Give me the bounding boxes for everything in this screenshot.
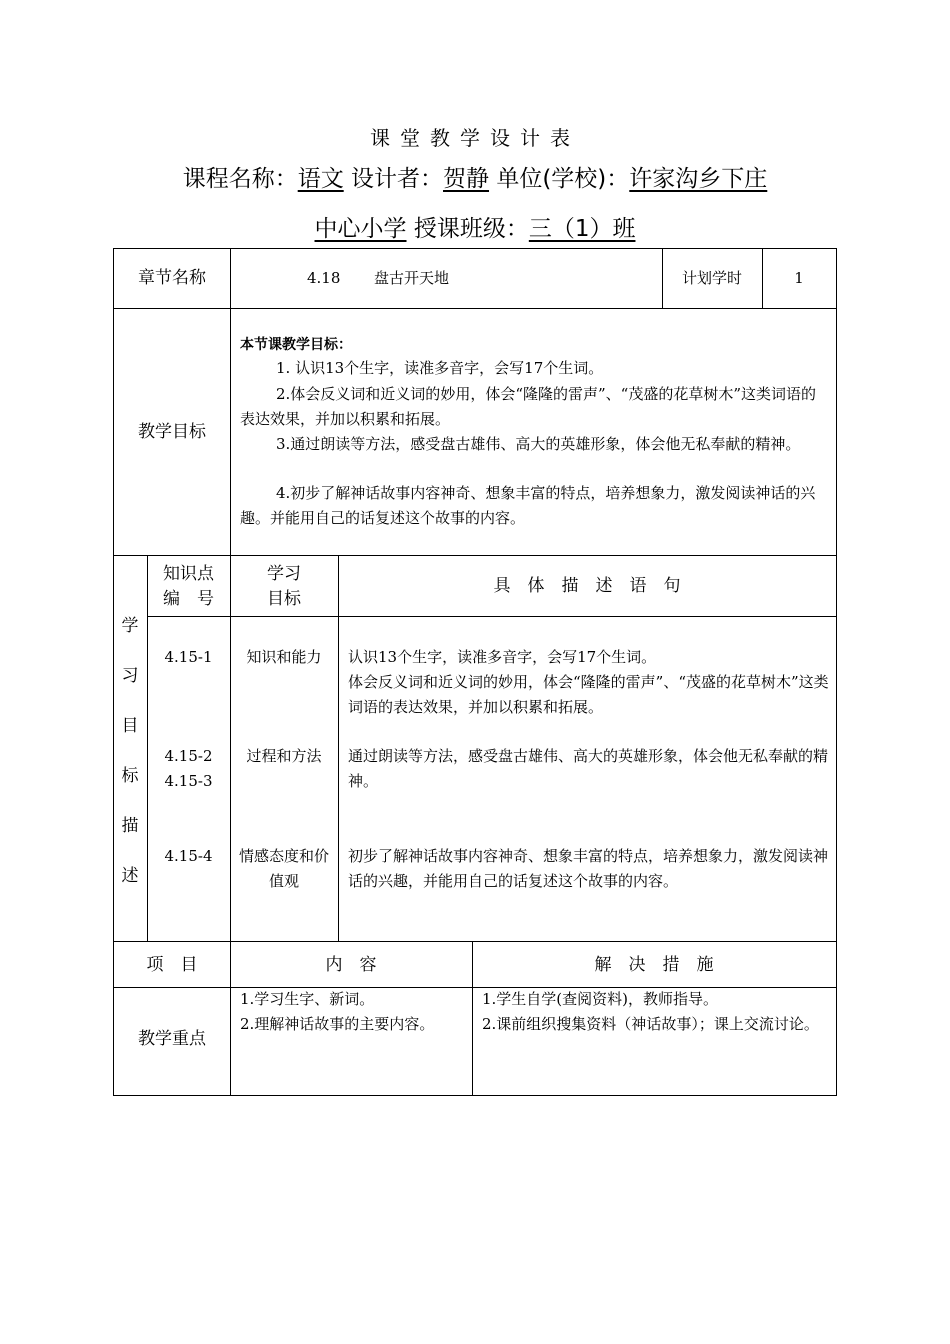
design-table — [113, 248, 837, 1096]
unit-value-1: 许家沟乡下庄 — [629, 166, 768, 192]
col-content-header: 内 容 — [325, 955, 377, 975]
side-char: 习 — [121, 666, 139, 686]
goal-item-2: 2.体会反义词和近义词的妙用，体会“隆隆的雷声”、“茂盛的花草树木”这类词语的表达效果，并加以积累和拓展。 — [240, 385, 816, 428]
rule-v-goal — [338, 555, 339, 941]
header-line-2 — [0, 210, 950, 243]
designer-label: 设计者： — [351, 166, 444, 192]
course-label: 课程名称： — [182, 166, 298, 192]
header-line-1 — [0, 160, 950, 193]
hours-value: 1 — [794, 269, 804, 287]
unit-label: 单位(学校)： — [496, 166, 630, 192]
course-value: 语文 — [297, 166, 344, 192]
objective-code: 4.15-1 — [164, 648, 213, 666]
goal-item-4: 4.初步了解神话故事内容神奇、想象丰富的特点，培养想象力，激发阅读神话的兴趣。并能用自己的话复述这个故事的内容。 — [240, 484, 816, 527]
col-solution-header: 解 决 措 施 — [594, 955, 714, 975]
side-char: 述 — [121, 866, 139, 886]
goals-label: 教学目标 — [138, 422, 206, 442]
goal-item-3: 3.通过朗读等方法，感受盘古雄伟、高大的英雄形象，体会他无私奉献的精神。 — [276, 435, 801, 453]
objective-desc: 认识13个生字，读准多音字，会写17个生词。 体会反义词和近义词的妙用，体会“隆隆的雷声”、“茂盛的花草树木”这类词语的表达效果，并加以积累和拓展。 — [348, 648, 829, 716]
objective-goal: 情感态度和价值观 — [238, 847, 329, 890]
class-value: 三（1）班 — [528, 216, 636, 242]
side-char: 标 — [121, 766, 139, 786]
content-item: 2.理解神话故事的主要内容。 — [240, 1015, 435, 1033]
chapter-number: 4.18 — [307, 269, 341, 287]
chapter-label: 章节名称 — [138, 268, 206, 288]
col-item-header: 项 目 — [146, 955, 198, 975]
objective-desc: 初步了解神话故事内容神奇、想象丰富的特点，培养想象力，激发阅读神话的兴趣，并能用自己的话复述这个故事的内容。 — [348, 847, 829, 890]
objectives-side-label — [118, 601, 142, 901]
key-content-list — [240, 987, 468, 1037]
col-desc-header: 具 体 描 述 语 句 — [493, 576, 681, 596]
rule-v-label — [230, 249, 231, 555]
class-label: 授课班级： — [413, 216, 529, 242]
rule-goals — [114, 555, 836, 556]
objective-codes: 4.15-2 4.15-3 — [164, 747, 213, 790]
goals-heading: 本节课教学目标： — [240, 337, 352, 353]
solution-item: 1.学生自学(查阅资料)，教师指导。 — [482, 990, 719, 1008]
designer-value: 贺静 — [443, 166, 490, 192]
side-char: 学 — [121, 616, 139, 636]
goal-item-1: 1. 认识13个生字，读准多音字，会写17个生词。 — [276, 359, 604, 377]
objective-goal: 过程和方法 — [246, 747, 322, 765]
solution-item: 2.课前组织搜集资料（神话故事）；课上交流讨论。 — [482, 1015, 819, 1033]
col-goal-header: 学习 目标 — [267, 564, 301, 609]
hours-label: 计划学时 — [681, 269, 742, 287]
document-title: 课堂教学设计表 — [370, 126, 580, 150]
rule-obj-header — [147, 616, 836, 617]
side-char: 目 — [121, 716, 139, 736]
side-char: 描 — [121, 816, 139, 836]
objective-desc: 通过朗读等方法，感受盘古雄伟、高大的英雄形象，体会他无私奉献的精神。 — [348, 747, 829, 790]
rule-row1 — [114, 308, 836, 309]
chapter-title: 盘古开天地 — [374, 269, 450, 287]
content-item: 1.学习生字、新词。 — [240, 990, 375, 1008]
objective-goal: 知识和能力 — [246, 648, 322, 666]
rule-objectives — [114, 941, 836, 942]
col-code-header: 知识点 编 号 — [163, 564, 214, 609]
objective-code: 4.15-4 — [164, 847, 213, 865]
unit-value-2: 中心小学 — [314, 216, 407, 242]
key-points-label: 教学重点 — [138, 1029, 206, 1049]
key-solution-list — [482, 987, 832, 1037]
